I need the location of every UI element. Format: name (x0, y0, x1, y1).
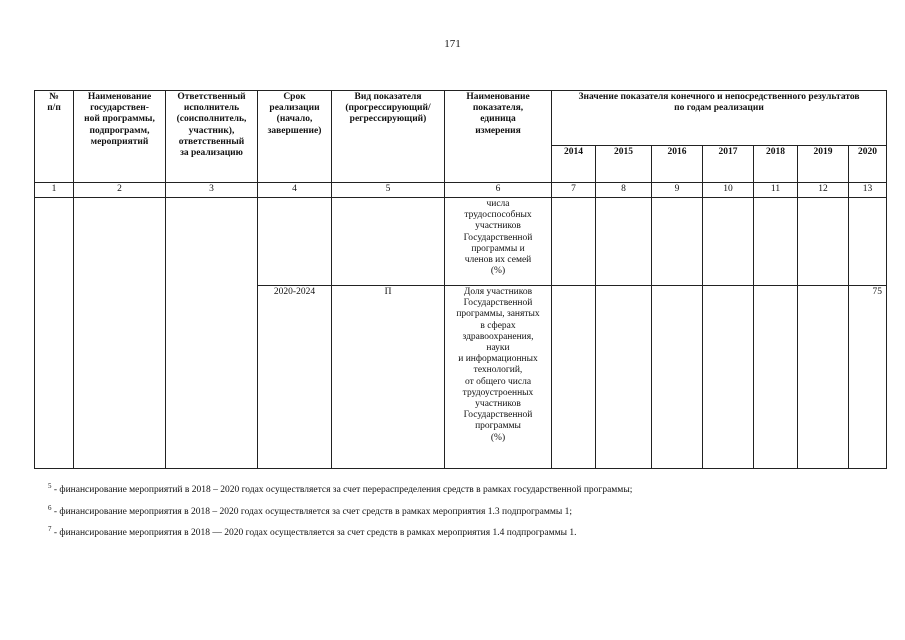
header-year: 2014 (552, 146, 596, 183)
cell-value (754, 286, 798, 469)
cell-value (596, 286, 652, 469)
cell-value (652, 198, 703, 286)
footnote-mark: 5 (48, 482, 52, 490)
header-indicator-type: Вид показателя (прогрессирующий/ регрессирующий) (332, 91, 445, 183)
footnote (48, 504, 632, 519)
cell-value (703, 286, 754, 469)
cell-number (35, 198, 74, 469)
column-number: 11 (754, 183, 798, 198)
cell-indicator-name: числа трудоспособных участников Государственной программы и членов их семей (%) (445, 198, 552, 286)
header-responsible: Ответственный исполнитель (соисполнитель, участник), ответственный за реализацию (166, 91, 258, 183)
cell-value (798, 198, 849, 286)
column-number: 8 (596, 183, 652, 198)
page-number: 171 (444, 38, 461, 50)
indicator-table (34, 90, 887, 469)
cell-value (652, 286, 703, 469)
header-period: Срок реализации (начало, завершение) (258, 91, 332, 183)
header-year: 2016 (652, 146, 703, 183)
column-number: 2 (74, 183, 166, 198)
cell-indicator-name: Доля участников Государственной программы, занятых в сферах здравоохранения, науки и информационных технологий, от общего числа трудоустроенных участников Государственной программы (%) (445, 286, 552, 469)
column-number: 7 (552, 183, 596, 198)
column-number: 1 (35, 183, 74, 198)
cell-value (552, 198, 596, 286)
column-number: 9 (652, 183, 703, 198)
header-number: № п/п (35, 91, 74, 183)
header-values-group: Значение показателя конечного и непосредственного результатов по годам реализации (552, 91, 887, 146)
cell-indicator-type (332, 198, 445, 286)
column-number: 10 (703, 183, 754, 198)
header-year: 2018 (754, 146, 798, 183)
footnote (48, 525, 632, 540)
column-number-row (35, 183, 887, 198)
cell-value (552, 286, 596, 469)
header-year: 2019 (798, 146, 849, 183)
header-indicator-name: Наименование показателя, единица измерения (445, 91, 552, 183)
header-year: 2017 (703, 146, 754, 183)
footnote-text: - финансирование мероприятия в 2018 — 2020 годах осуществляется за счет средств в рамках мероприятия 1.4 подпрограммы 1. (51, 528, 577, 539)
footnote-text: - финансирование мероприятия в 2018 – 2020 годах осуществляется за счет средств в рамках мероприятия 1.3 подпрограммы 1; (51, 506, 573, 517)
cell-value (596, 198, 652, 286)
column-number: 4 (258, 183, 332, 198)
header-year: 2020 (849, 146, 887, 183)
cell-value (849, 198, 887, 286)
cell-period: 2020-2024 (258, 286, 332, 469)
footnotes (48, 482, 632, 547)
cell-indicator-type: П (332, 286, 445, 469)
cell-value (754, 198, 798, 286)
footnote (48, 482, 632, 497)
column-number: 12 (798, 183, 849, 198)
cell-program-name (74, 198, 166, 469)
cell-responsible (166, 198, 258, 469)
column-number: 13 (849, 183, 887, 198)
header-year: 2015 (596, 146, 652, 183)
column-number: 6 (445, 183, 552, 198)
footnote-mark: 7 (48, 525, 52, 534)
column-number: 5 (332, 183, 445, 198)
column-number: 3 (166, 183, 258, 198)
cell-period (258, 198, 332, 286)
cell-value (798, 286, 849, 469)
footnote-mark: 6 (48, 503, 52, 512)
table-row (35, 198, 887, 286)
cell-value (703, 198, 754, 286)
footnote-text: - финансирование мероприятий в 2018 – 2020 годах осуществляется за счет перераспределения средств в рамках государственной программы; (51, 485, 633, 496)
header-program-name: Наименование государствен- ной программы, подпрограмм, мероприятий (74, 91, 166, 183)
cell-value: 75 (849, 286, 887, 469)
